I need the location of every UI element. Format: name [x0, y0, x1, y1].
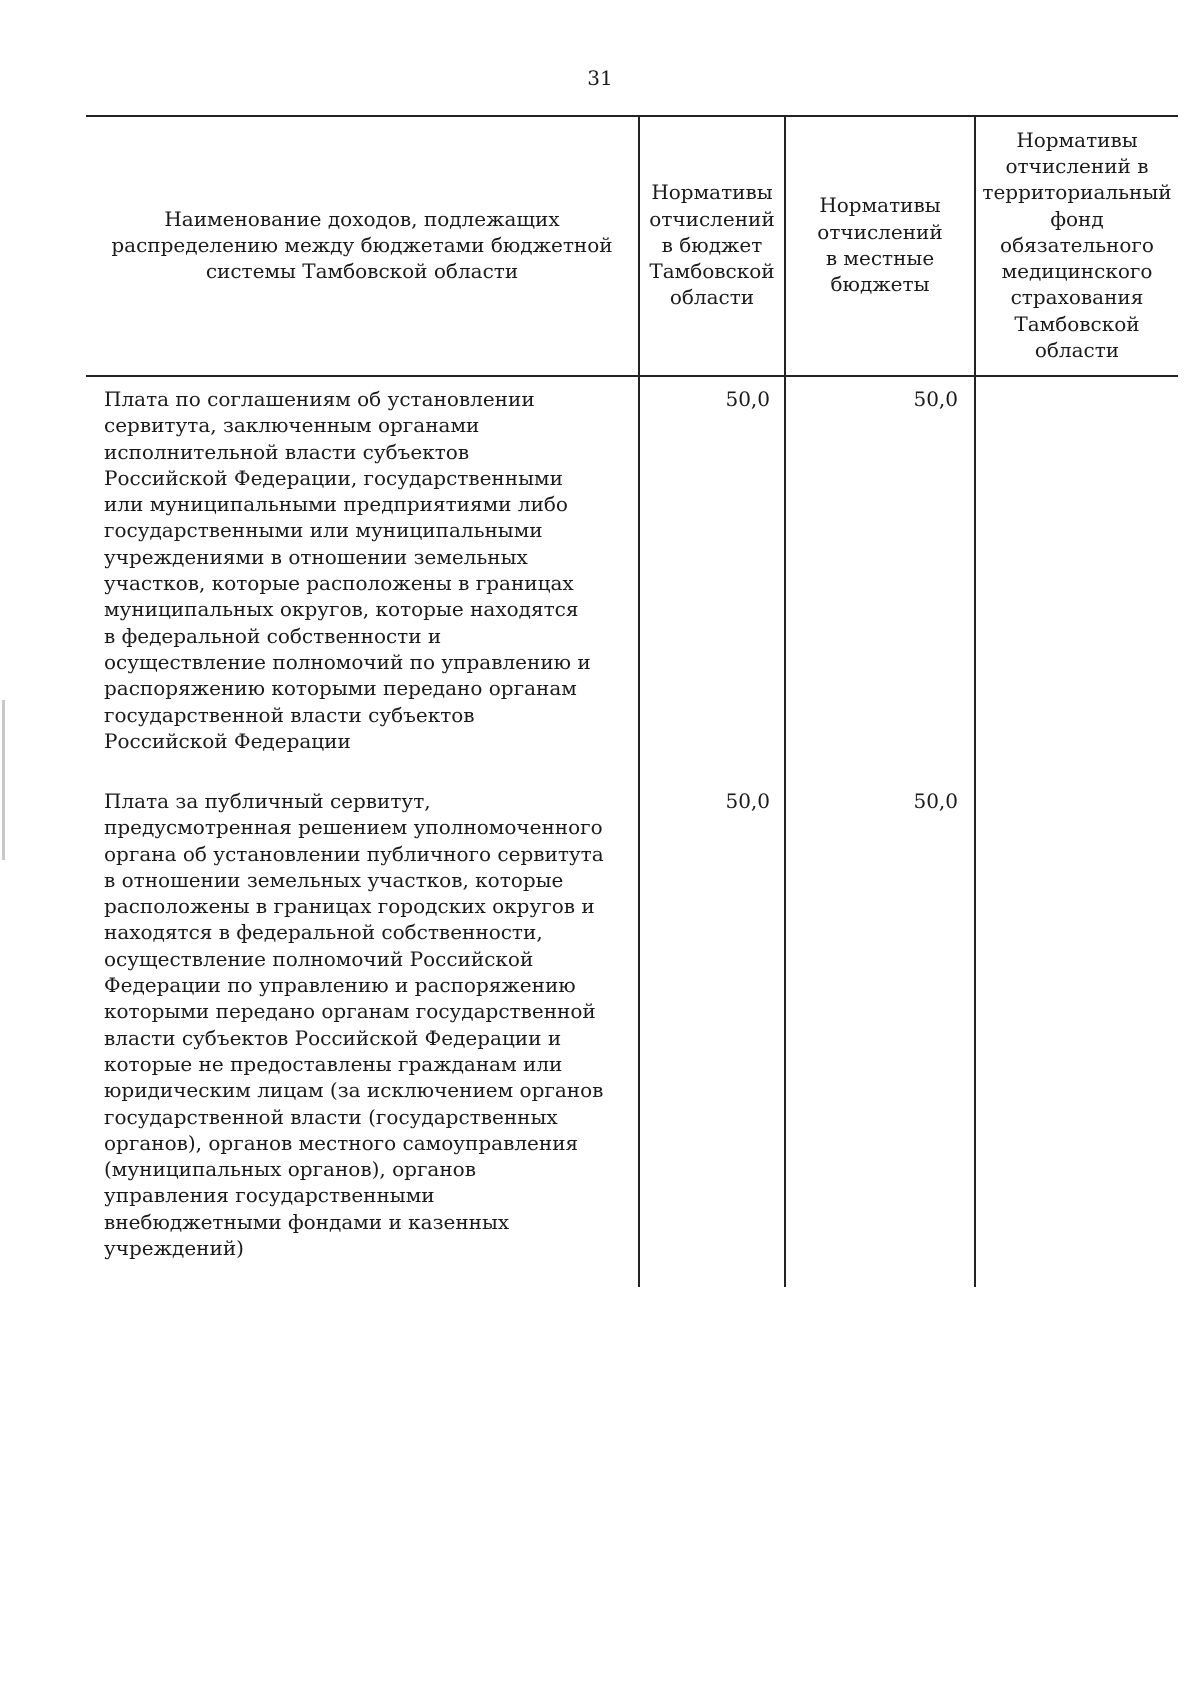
header-medical-insurance-fund: Нормативы отчислений в территориальный фонд обязательного медицинского страхования Тамбовской области [982, 127, 1172, 363]
table-row-2-name: Плата за публичный сервитут, предусмотренная решением уполномоченного органа об установлении публичного сервитута в отношении земельных участков, которые расположены в границах городских округов и находятся в федеральной собственности, осуществление полномочий Российской Федерации по управлению и распоряжению которыми передано органам государственной власти субъектов Российской Федерации и которые не предоставлены гражданам или юридическим лицам (за исключением органов государственной власти (государственных органов), органов местного самоуправления (муниципальных органов), органов управления государственными внебюджетными фондами и казенных учреждений) [104, 789, 604, 1261]
table-top-border [86, 115, 1178, 117]
page-number: 31 [587, 66, 613, 90]
table-row-1-regional: 50,0 [725, 387, 770, 411]
header-bottom-border [86, 375, 1178, 377]
header-regional-budget: Нормативы отчислений в бюджет Тамбовской области [649, 180, 775, 310]
table-row-1-name: Плата по соглашениям об установлении сервитута, заключенным органами исполнительной власти субъектов Российской Федерации, государственными или муниципальными предприятиями либо государственными или муниципальными учреждениями в отношении земельных участков, которые расположены в границах муниципальных округов, которые находятся в федеральной собственности и осуществление полномочий по управлению и распоряжению которыми передано органам государственной власти субъектов Российской Федерации [104, 387, 591, 753]
table-row-2-local: 50,0 [913, 789, 958, 813]
header-income-name: Наименование доходов, подлежащих распределению между бюджетами бюджетной системы Тамбовской области [111, 206, 613, 284]
header-local-budgets: Нормативы отчислений в местные бюджеты [817, 193, 943, 297]
table-row-1-local: 50,0 [913, 387, 958, 411]
table-row-2-regional: 50,0 [725, 789, 770, 813]
